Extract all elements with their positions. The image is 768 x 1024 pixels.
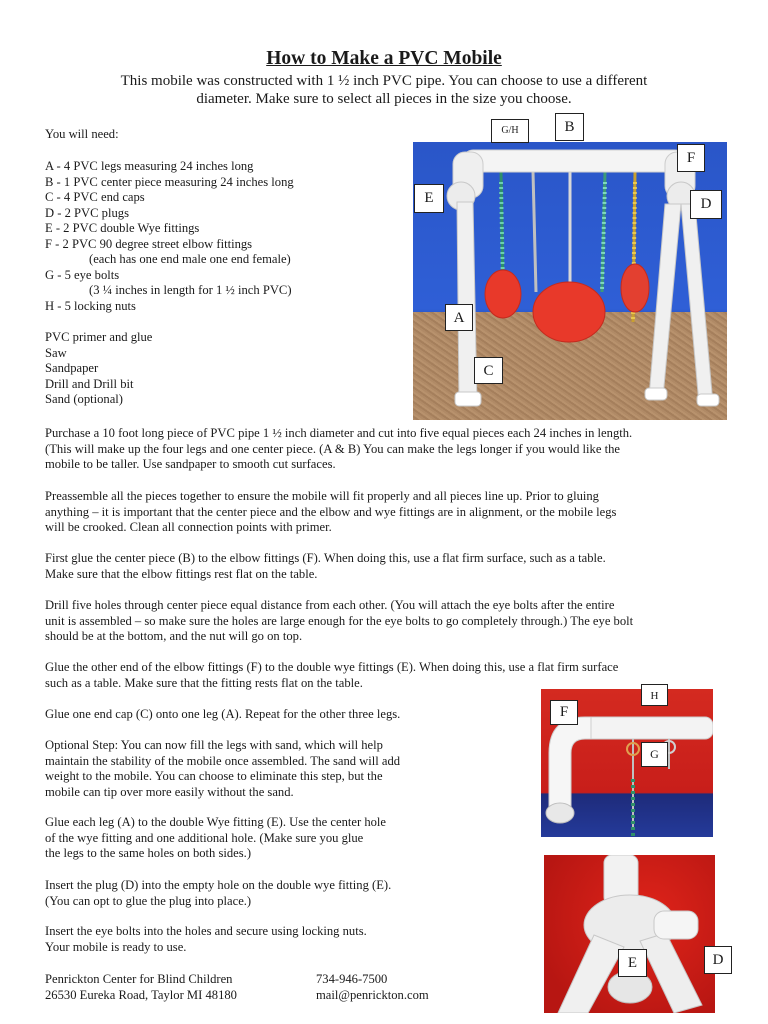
page-title: How to Make a PVC Mobile [266,48,502,69]
org-name: Penrickton Center for Blind Children [45,972,233,986]
label-f: F [550,700,578,725]
leg [681,204,713,404]
needs-item: D - 2 PVC plugs [45,206,129,220]
red-plate [485,270,521,318]
email-link[interactable]: mail@penrickton.com [316,988,429,1002]
label-e: E [414,184,444,213]
red-plate [621,264,649,312]
needs-item: C - 4 PVC end caps [45,190,145,204]
leg [649,204,681,397]
instruction-paragraph: Preassemble all the pieces together to ensure the mobile will fit properly and all pieces line up. Prior to gluing anything – it is important that the center piece and the elbow and wye fittings are in alignment, or the mobile legs will be crooked. Clean all connection points with primer. [45,489,617,535]
supply-item: Sand (optional) [45,392,123,406]
phone-number: 734-946-7500 [316,972,388,986]
instruction-paragraph: Optional Step: You can now fill the legs with sand, which will help maintain the stability of the mobile once assembled. The sand will add weight to the mobile. You can choose to eliminate this step, but the mobile can tip over more easily without the sand. [45,738,401,799]
page-subtitle [40,72,728,108]
label-d: D [704,946,732,974]
needs-item: B - 1 PVC center piece measuring 24 inches long [45,175,294,189]
mobile-photo [413,142,727,420]
instruction-paragraph: First glue the center piece (B) to the elbow fittings (F). When doing this, use a flat firm surface, such as a table. Make sure that the elbow fittings rest flat on the table. [45,551,606,581]
bead-string [533,172,536,292]
org-address: 26530 Eureka Road, Taylor MI 48180 [45,988,237,1002]
subtitle-line: This mobile was constructed with 1 ½ inch PVC pipe. You can choose to use a different [120,73,648,89]
supply-item: Drill and Drill bit [45,377,134,391]
red-plate [533,282,605,342]
supply-item: Saw [45,346,67,360]
instruction-paragraph: Glue each leg (A) to the double Wye fitting (E). Use the center hole of the wye fitting and one additional hole. (Make sure you glue the legs to the same holes on both sides.) [45,815,387,861]
supply-item: PVC primer and glue [45,330,153,344]
instruction-paragraph: Glue the other end of the elbow fittings (F) to the double wye fittings (E). When doing this, use a flat firm surface such as a table. Make sure that the fitting rests flat on the table. [45,660,619,690]
label-gh: G/H [491,119,529,143]
instruction-paragraph: Insert the eye bolts into the holes and secure using locking nuts. Your mobile is ready to use. [45,924,367,954]
needs-item: G - 5 eye bolts [45,268,120,282]
needs-item: F - 2 PVC 90 degree street elbow fittings [45,237,253,251]
needs-item: H - 5 locking nuts [45,299,136,313]
label-b: B [555,113,584,141]
subtitle-line: diameter. Make sure to select all pieces in the size you choose. [196,91,572,107]
instruction-paragraph: Glue one end cap (C) onto one leg (A). Repeat for the other three legs. [45,707,401,721]
label-g: G [641,742,668,767]
needs-item-note: (3 ¼ inches in length for 1 ½ inch PVC) [89,283,292,297]
label-a: A [445,304,473,331]
instruction-paragraph: Purchase a 10 foot long piece of PVC pipe 1 ½ inch diameter and cut into five equal pieces each 24 inches in length. (This will make up the four legs and one center piece. (A & B) You can make the legs longer if you would like the mobile to be taller. Use sandpaper to smooth cut surfaces. [45,426,633,472]
wye-fitting-photo [544,855,715,1013]
label-d: D [690,190,722,219]
needs-item: E - 2 PVC double Wye fittings [45,221,200,235]
mobile-illustration [413,142,727,420]
center-pipe [463,150,685,172]
label-f: F [677,144,705,172]
label-c: C [474,357,503,384]
needs-item-note: (each has one end male one end female) [89,252,291,266]
label-h: H [641,684,668,706]
supply-item: Sandpaper [45,361,99,375]
needs-item: A - 4 PVC legs measuring 24 inches long [45,159,254,173]
instruction-paragraph: Insert the plug (D) into the empty hole on the double wye fitting (E). (You can opt to glue the plug into place.) [45,878,392,908]
instruction-paragraph: Drill five holes through center piece equal distance from each other. (You will attach the eye bolts after the entire unit is assembled – so make sure the holes are large enough for the eye bolts to go completely through.) The eye bolt should be at the bottom, and the nut will go on top. [45,598,634,644]
label-e: E [618,949,647,977]
needs-heading: You will need: [45,127,119,141]
